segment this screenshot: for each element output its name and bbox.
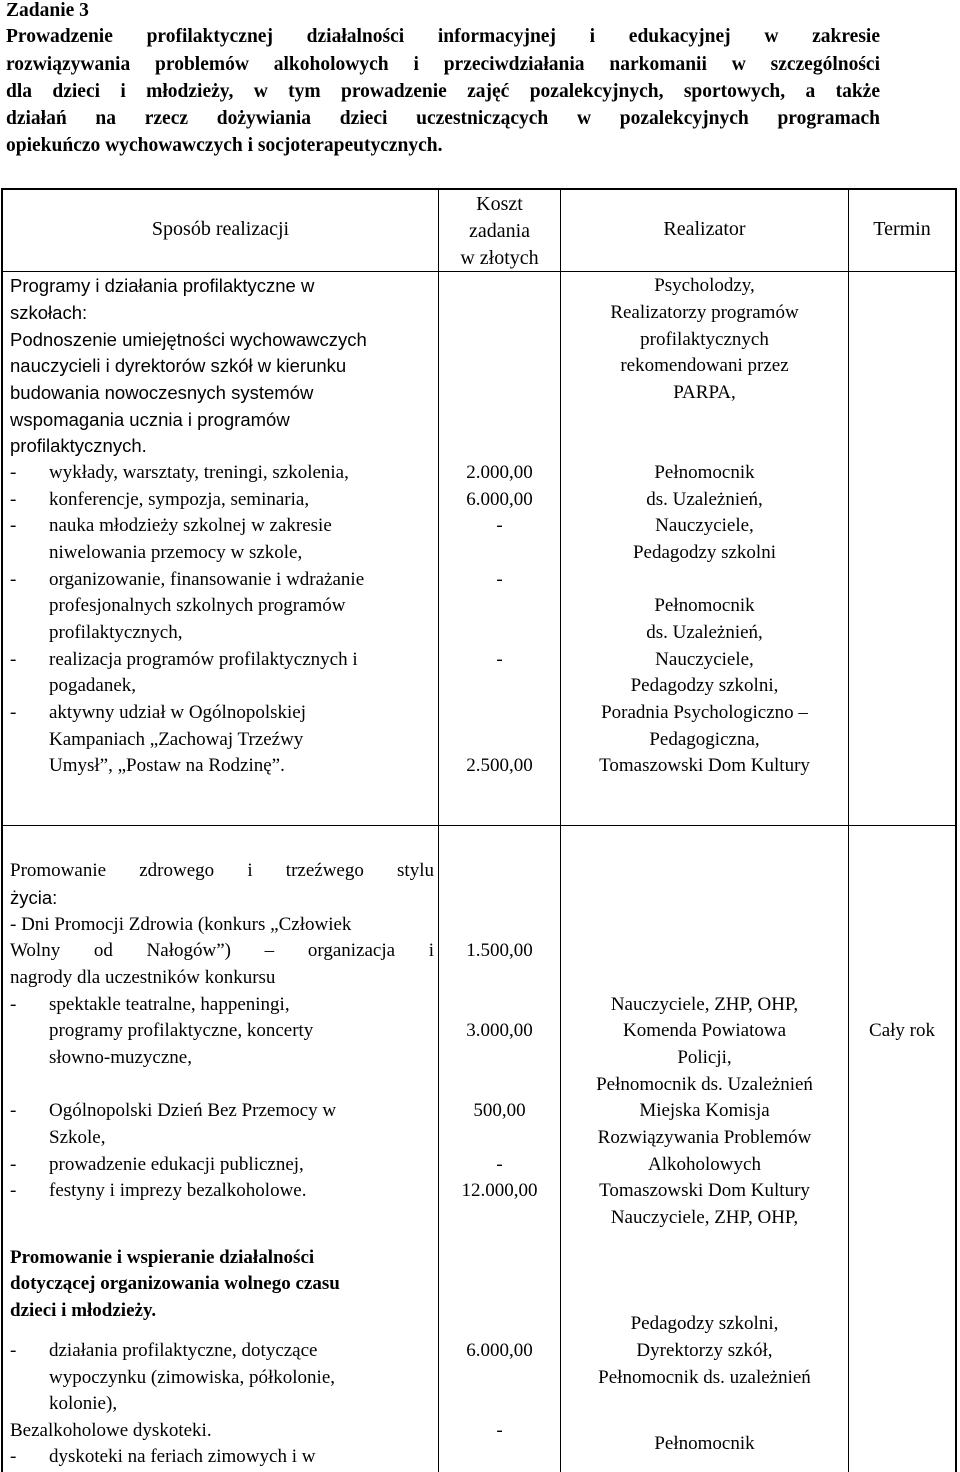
s1-text-line: Podnoszenie umiejętności wychowawczych — [10, 329, 367, 350]
s3-cost: - — [496, 1420, 503, 1441]
s1-realizator-line: Nauczyciele, — [655, 515, 754, 536]
s3-bullet-text: dyskoteki na feriach zimowych i w — [49, 1446, 316, 1467]
col-divider-koszt — [438, 188, 439, 1472]
header-koszt-1: Koszt — [476, 193, 523, 215]
s2-bullet-dash: - — [10, 1154, 17, 1175]
s3-bullet-text: działania profilaktyczne, dotyczące — [49, 1340, 318, 1361]
s2-cost: 12.000,00 — [461, 1180, 538, 1201]
s1-realizator-line: Pedagogiczna, — [649, 729, 760, 750]
s2-realizator-line: Pełnomocnik ds. Uzależnień — [596, 1074, 813, 1095]
s3-bullet-text: wypoczynku (zimowiska, półkolonie, — [49, 1367, 336, 1388]
section-divider — [1, 825, 957, 826]
s1-realizator-line: profilaktycznych — [640, 329, 769, 350]
s3-heading-line: dotyczącej organizowania wolnego czasu — [10, 1273, 340, 1294]
s1-cost: - — [496, 569, 503, 590]
s2-realizator-line: Alkoholowych — [648, 1154, 761, 1175]
s1-realizator-line: Realizatorzy programów — [610, 302, 799, 323]
s3-bullet-dash: - — [10, 1446, 17, 1467]
s2-bullet-text: Ogólnopolski Dzień Bez Przemocy w — [49, 1100, 337, 1121]
s1-bullet-dash: - — [10, 569, 17, 590]
s1-cost: - — [496, 515, 503, 536]
s2-bullet-text: festyny i imprezy bezalkoholowe. — [49, 1180, 307, 1201]
s1-bullet-dash: - — [10, 462, 17, 483]
s1-bullet-text: Kampaniach „Zachowaj Trzeźwy — [49, 729, 304, 750]
s1-bullet-text: organizowanie, finansowanie i wdrażanie — [49, 569, 365, 590]
s2-text-line: nagrody dla uczestników konkursu — [10, 967, 276, 988]
s1-bullet-dash: - — [10, 489, 17, 510]
s1-realizator-line: PARPA, — [673, 382, 736, 403]
s1-text-line: szkołach: — [10, 302, 88, 323]
s1-bullet-dash: - — [10, 515, 17, 536]
s2-realizator-line: Tomaszowski Dom Kultury — [599, 1180, 810, 1201]
s1-text-line: wspomagania ucznia i programów — [10, 409, 290, 430]
s3-heading-line: dzieci i młodzieży. — [10, 1300, 157, 1321]
s1-cost: - — [496, 649, 503, 670]
table-border-top — [1, 188, 957, 190]
s1-text-line: Programy i działania profilaktyczne w — [10, 275, 315, 296]
s2-cost: 3.000,00 — [466, 1020, 533, 1041]
s2-text-line: Wolny od Nałogów”) – organizacja i — [10, 940, 434, 961]
s2-realizator-line: Nauczyciele, ZHP, OHP, — [610, 994, 799, 1015]
s3-bullet-text: kolonie), — [49, 1393, 118, 1414]
intro-line-2: rozwiązywania problemów alkoholowych i przeciwdziałania narkomanii w szczególności — [6, 54, 880, 75]
s1-cost: 2.000,00 — [466, 462, 533, 483]
s2-text-line: życia: — [10, 887, 58, 908]
intro-line-3: dla dzieci i młodzieży, w tym prowadzenie zajęć pozalekcyjnych, sportowych, a także — [6, 81, 880, 102]
s1-bullet-text: niwelowania przemocy w szkole, — [49, 542, 303, 563]
s3-realizator-line: Pełnomocnik ds. uzależnień — [598, 1367, 811, 1388]
s3-text-line: Bezalkoholowe dyskoteki. — [10, 1420, 212, 1441]
s1-bullet-text: pogadanek, — [49, 675, 137, 696]
s3-bullet-dash: - — [10, 1340, 17, 1361]
s1-text-line: nauczycieli i dyrektorów szkół w kierunku — [10, 355, 347, 376]
task-title: Zadanie 3 — [6, 0, 89, 21]
s3-realizator-line: Dyrektorzy szkół, — [636, 1340, 773, 1361]
s2-realizator-line: Nauczyciele, ZHP, OHP, — [610, 1207, 799, 1228]
s2-realizator-line: Policji, — [677, 1047, 732, 1068]
s1-realizator-line: Psycholodzy, — [654, 275, 755, 296]
s2-termin: Cały rok — [869, 1020, 935, 1041]
s1-realizator-line: Pełnomocnik — [654, 595, 755, 616]
s1-realizator-line: Nauczyciele, — [655, 649, 754, 670]
s3-cost: 6.000,00 — [466, 1340, 533, 1361]
s1-bullet-text: konferencje, sympozja, seminaria, — [49, 489, 310, 510]
s1-realizator-line: Pedagodzy szkolni, — [630, 675, 779, 696]
s1-bullet-text: profesjonalnych szkolnych programów — [49, 595, 346, 616]
s1-cost: 6.000,00 — [466, 489, 533, 510]
s2-bullet-text: prowadzenie edukacji publicznej, — [49, 1154, 304, 1175]
intro-line-5: opiekuńczo wychowawczych i socjoterapeutycznych. — [6, 135, 443, 156]
col-divider-termin — [848, 188, 849, 1472]
intro-line-4: działań na rzecz dożywiania dzieci uczestniczących w pozalekcyjnych programach — [6, 108, 880, 129]
s1-bullet-text: profilaktycznych, — [49, 622, 183, 643]
s2-bullet-dash: - — [10, 1180, 17, 1201]
s2-cost: 500,00 — [473, 1100, 526, 1121]
s1-bullet-dash: - — [10, 649, 17, 670]
s2-bullet-dash: - — [10, 1100, 17, 1121]
s1-cost: 2.500,00 — [466, 755, 533, 776]
header-koszt-2: zadania — [468, 220, 531, 242]
s2-bullet-text: spektakle teatralne, happeningi, — [49, 994, 290, 1015]
s2-bullet-text: programy profilaktyczne, koncerty — [49, 1020, 314, 1041]
s2-text-line: - Dni Promocji Zdrowia (konkurs „Człowiek — [10, 914, 352, 935]
s1-realizator-line: ds. Uzależnień, — [646, 489, 763, 510]
header-koszt-3: w złotych — [460, 247, 539, 269]
s2-bullet-text: słowno-muzyczne, — [49, 1047, 192, 1068]
s2-cost: - — [496, 1154, 503, 1175]
s1-text-line: budowania nowoczesnych systemów — [10, 382, 314, 403]
s1-bullet-text: aktywny udział w Ogólnopolskiej — [49, 702, 306, 723]
s3-realizator-line: Pełnomocnik — [654, 1433, 755, 1454]
s3-realizator-line: Pedagodzy szkolni, — [630, 1313, 779, 1334]
s2-realizator-line: Rozwiązywania Problemów — [597, 1127, 812, 1148]
s1-bullet-text: nauka młodzieży szkolnej w zakresie — [49, 515, 332, 536]
s2-text-line: Promowanie zdrowego i trzeźwego stylu — [10, 860, 434, 881]
s1-realizator-line: ds. Uzależnień, — [646, 622, 763, 643]
s1-bullet-text: realizacja programów profilaktycznych i — [49, 649, 358, 670]
s2-cost: 1.500,00 — [466, 940, 533, 961]
s1-realizator-line: Pedagodzy szkolni — [632, 542, 776, 563]
intro-line-1: Prowadzenie profilaktycznej działalności informacyjnej i edukacyjnej w zakresie — [6, 26, 880, 47]
s1-text-line: profilaktycznych. — [10, 435, 147, 456]
s3-heading-line: Promowanie i wspieranie działalności — [10, 1247, 315, 1268]
s1-bullet-text: Umysł”, „Postaw na Rodzinę”. — [49, 755, 285, 776]
header-sposob: Sposób realizacji — [151, 218, 290, 240]
col-border-right — [955, 188, 957, 1472]
s2-realizator-line: Komenda Powiatowa — [622, 1020, 787, 1041]
s1-realizator-line: Pełnomocnik — [654, 462, 755, 483]
col-border-left — [1, 188, 3, 1472]
s2-realizator-line: Miejska Komisja — [639, 1100, 770, 1121]
s1-realizator-line: rekomendowani przez — [620, 355, 789, 376]
s1-realizator-line: Poradnia Psychologiczno – — [601, 702, 808, 723]
s2-bullet-dash: - — [10, 994, 17, 1015]
header-realizator: Realizator — [663, 218, 746, 240]
s1-realizator-line: Tomaszowski Dom Kultury — [599, 755, 810, 776]
s1-bullet-text: wykłady, warsztaty, treningi, szkolenia, — [49, 462, 349, 483]
s1-bullet-dash: - — [10, 702, 17, 723]
header-termin: Termin — [873, 218, 931, 240]
s2-bullet-text: Szkole, — [49, 1127, 106, 1148]
